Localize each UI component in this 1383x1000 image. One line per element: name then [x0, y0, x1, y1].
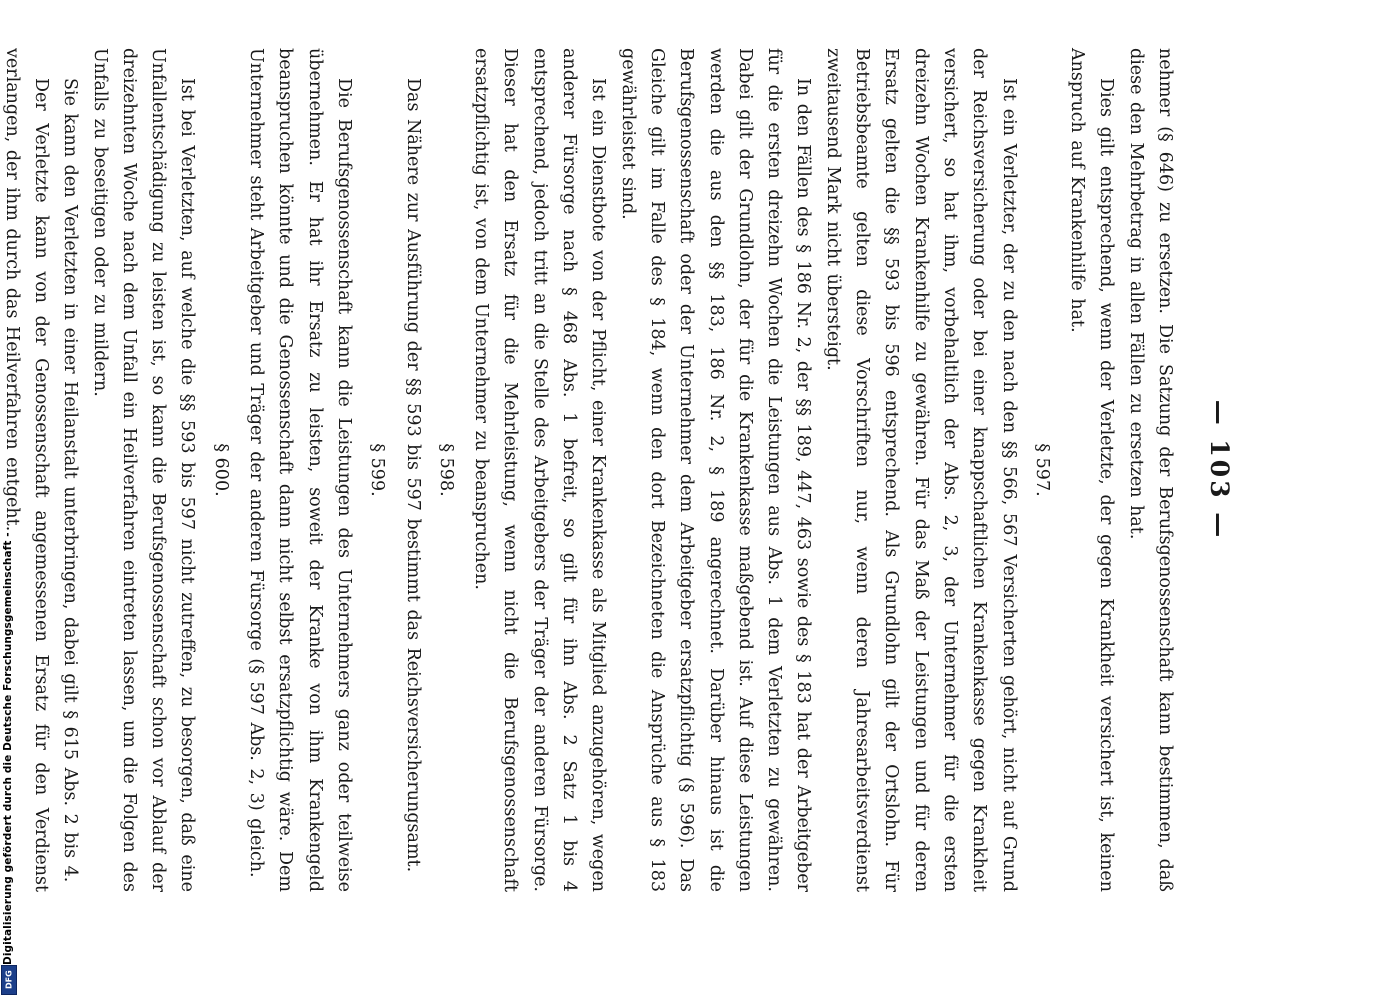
paragraph: Der Verletzte kann von der Genossenschaft angemessenen Ersatz für den Verdienst verlangen, der ihm durch das Heilverfahren entgeht.: [1, 48, 52, 892]
paragraph: Ist bei Verletzten, auf welche die §§ 593 bis 597 nicht zutreffen, zu besorgen, daß eine Unfallentschädigung zu leisten ist, so kann die Berufsgenossenschaft schon vor Ablauf der dreizehnten Woche nach dem Unfall ein Heilverfahren eintreten lassen, um die Folgen des Unfalls zu beseitigen oder zu mildern.: [89, 48, 198, 892]
section-heading: § 600.: [210, 443, 231, 497]
section-heading: § 599.: [367, 443, 388, 497]
paragraph: Die Berufsgenossenschaft kann die Leistungen des Unternehmers ganz oder teilweise übernehmen. Er hat ihr Ersatz zu leisten, soweit der Kranke von ihm Krankengeld beanspruchen könnte und die Genossenschaft dann nicht selbst ersatzpflichtig wäre. Dem Unternehmer steht Arbeitgeber und Träger der anderen Fürsorge (§ 597 Abs. 2, 3) gleich.: [246, 48, 354, 892]
paragraph: Ist ein Verletzter, der zu den nach den §§ 566, 567 Versicherten gehört, nicht auf Grund der Reichsversicherung oder bei einer knappschaftlichen Krankenkasse gegen Krankheit versichert, so hat ihm, vorbehaltlich der Abs. 2, 3, der Unternehmer für die ersten dreizehn Wochen Krankenhilfe zu gewähren. Für das Maß der Leistungen und für deren Ersatz gelten die §§ 593 bis 596 entsprechend. Als Grundlohn gilt der Ortslohn. Für Betriebsbeamte gelten diese Vorschriften nur, wenn deren Jahresarbeitsverdienst zweitausend Mark nicht übersteigt.: [822, 48, 1019, 892]
paragraph: Das Nähere zur Ausführung der §§ 593 bis 597 bestimmt das Reichsversicherungsamt.: [402, 78, 423, 873]
paragraph: Sie kann den Verletzten in einer Heilanstalt unterbringen, dabei gilt § 615 Abs. 2 bis 4.: [60, 78, 81, 883]
paragraph: Dies gilt entsprechend, wenn der Verletzte, der gegen Krankheit versichert ist, keinen Anspruch auf Krankenhilfe hat.: [1067, 48, 1117, 892]
page-content: [0, 48, 1179, 892]
dfg-logo: DFG: [1, 965, 17, 995]
paragraph: nehmer (§ 646) zu ersetzen. Die Satzung der Berufsgenossenschaft kann bestimmen, daß diese den Mehrbetrag in allen Fällen zu ersetzen hat.: [1125, 48, 1175, 892]
paragraph: Ist ein Dienstbote von der Pflicht, einer Krankenkasse als Mitglied anzugehören, wegen anderer Fürsorge nach § 468 Abs. 1 befreit, so gilt für ihn Abs. 2 Satz 1 bis 4 entsprechend, jedoch tritt an die Stelle des Arbeitgebers der Träger der anderen Fürsorge. Dieser hat den Ersatz für die Mehrleistung, wenn nicht die Berufsgenossenschaft ersatzpflichtig ist, von dem Unternehmer zu beanspruchen.: [471, 48, 609, 892]
section-heading: § 597.: [1031, 443, 1052, 497]
paragraph: In den Fällen des § 186 Nr. 2, der §§ 189, 447, 463 sowie des § 183 hat der Arbeitgeber für die ersten dreizehn Wochen die Leistungen aus Abs. 1 dem Verletzten zu gewähren. Dabei gilt der Grundlohn, der für die Krankenkasse maßgebend ist. Auf diese Leistungen werden die aus den §§ 183, 186 Nr. 2, § 189 angerechnet. Darüber hinaus ist die Berufsgenossenschaft oder der Unternehmer dem Arbeitgeber ersatzpflichtig (§ 596). Das Gleiche gilt im Falle des § 184, wenn den dort Bezeichneten die Ansprüche aus § 183 gewährleistet sind.: [617, 48, 814, 892]
digitization-credit: Digitalisierung gefördert durch die Deutsche Forschungsgemeinschaft -: [2, 532, 14, 965]
section-heading: § 598.: [435, 443, 456, 497]
page-number: — 103 —: [1205, 399, 1234, 541]
